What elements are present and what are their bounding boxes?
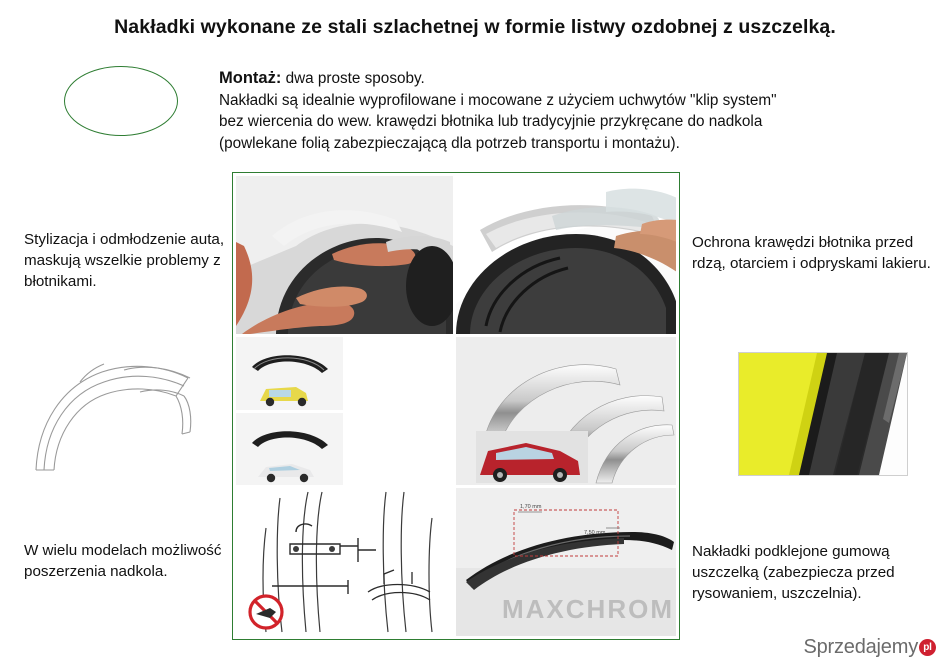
gallery-row-2	[236, 337, 676, 485]
thumb-arch-silver-car	[236, 337, 343, 410]
peeling-foil-illustration	[456, 176, 677, 334]
brand-watermark: MAXCHROM	[501, 594, 674, 624]
gallery-row-3	[236, 488, 676, 636]
clip-system-drawing	[236, 488, 453, 636]
car-thumbnails	[236, 337, 453, 485]
mounting-diagram	[64, 66, 182, 140]
caption-top-left: Stylizacja i odmłodzenie auta, maskują wszelkie problemy z błotnikami.	[24, 231, 225, 290]
mounting-line-2: Nakładki są idealnie wyprofilowane i mocowane z użyciem uchwytów "klip system"	[219, 91, 777, 109]
hands-installing-illustration	[236, 176, 453, 334]
wheel-arch-outline-drawing	[28, 352, 203, 477]
drawing-clip-system	[236, 488, 453, 636]
mounting-description	[219, 68, 909, 154]
diagram-oval-frame	[64, 66, 178, 136]
caption-top-right: Ochrona krawędzi błotnika przed rdzą, otarciem i odpryskami lakieru.	[692, 234, 931, 272]
photo-yellow-fender-overlay	[738, 352, 908, 476]
mounting-lead-rest: dwa proste sposoby.	[281, 70, 425, 87]
photo-hands-installing	[236, 176, 453, 334]
gallery-row-1	[236, 176, 676, 334]
thumb-white-sedan	[236, 413, 343, 486]
photo-chrome-arches	[456, 337, 677, 485]
profile-dimensions-illustration	[456, 488, 677, 636]
watermark-text: Sprzedajemy	[803, 636, 918, 658]
page-title: Nakładki wykonane ze stali szlachetnej w formie listwy ozdobnej z uszczelką.	[114, 16, 836, 38]
caption-bottom-left: W wielu modelach możliwość poszerzenia nadkola.	[24, 542, 222, 580]
site-watermark	[803, 636, 936, 659]
mounting-line-4: (powlekane folią zabezpieczającą dla potrzeb transportu i montażu).	[219, 134, 680, 152]
arch-outline-svg	[28, 352, 203, 477]
caption-bottom-right: Nakładki podklejone gumową uszczelką (zabezpiecza przed rysowaniem, uszczelnia).	[692, 543, 895, 602]
yellow-fender-illustration	[739, 353, 907, 475]
photo-profile-dimensions	[456, 488, 677, 636]
thumb-arch-white-car	[236, 413, 343, 486]
no-drilling-prohibition-icon	[250, 596, 282, 628]
watermark-suffix: pl	[919, 639, 936, 656]
dimension-height-label: 7,50 mm	[583, 530, 605, 536]
red-car-photo	[476, 431, 588, 483]
photo-peeling-foil	[456, 176, 677, 334]
chrome-arches-illustration	[456, 337, 677, 485]
photo-gallery	[232, 172, 680, 640]
thumb-silver-hatchback	[236, 337, 343, 410]
dimension-width-label: 1,70 mm	[519, 504, 541, 510]
mounting-lead-label: Montaż:	[219, 69, 282, 87]
mounting-line-3: bez wiercenia do wew. krawędzi błotnika lub tradycyjnie przykręcane do nadkola	[219, 113, 763, 130]
